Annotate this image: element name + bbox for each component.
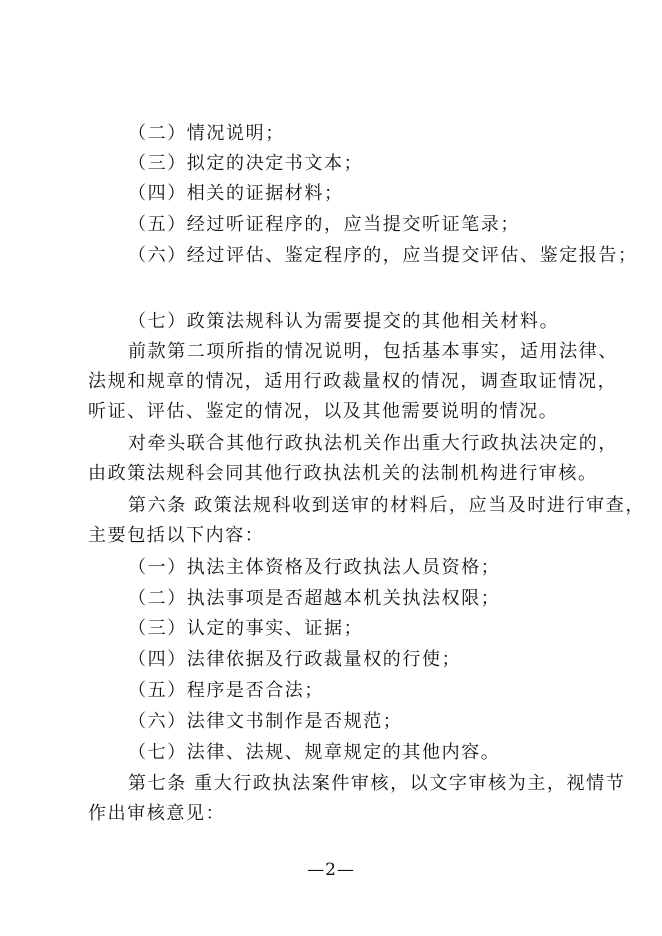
article-heading-line: 第七条 重大行政执法案件审核，以文字审核为主，视情节 bbox=[128, 773, 626, 794]
list-item-7: （七）法律、法规、规章规定的其他内容。 bbox=[128, 742, 501, 763]
list-item-5: （五）程序是否合法； bbox=[128, 680, 324, 701]
list-item-5: （五）经过听证程序的，应当提交听证笔录； bbox=[128, 214, 520, 235]
paragraph-line: 主要包括以下内容： bbox=[88, 525, 265, 546]
list-item-6: （六）法律文书制作是否规范； bbox=[128, 711, 403, 732]
paragraph-line: 对牵头联合其他行政执法机关作出重大行政执法决定的， bbox=[128, 433, 618, 454]
list-item-4: （四）法律依据及行政裁量权的行使； bbox=[128, 649, 462, 670]
page-number: —2— bbox=[307, 860, 355, 880]
paragraph-line: 听证、评估、鉴定的情况，以及其他需要说明的情况。 bbox=[88, 401, 559, 422]
paragraph-line: 由政策法规科会同其他行政执法机关的法制机构进行审核。 bbox=[88, 463, 598, 484]
paragraph-line: 前款第二项所指的情况说明，包括基本事实，适用法律、 bbox=[128, 341, 618, 362]
paragraph-line: 作出审核意见： bbox=[88, 803, 226, 824]
paragraph-line: 法规和规章的情况，适用行政裁量权的情况，调查取证情况， bbox=[88, 371, 618, 392]
list-item-6: （六）经过评估、鉴定程序的，应当提交评估、鉴定报告； bbox=[128, 245, 638, 266]
list-item-7: （七）政策法规科认为需要提交的其他相关材料。 bbox=[128, 311, 560, 332]
list-item-2: （二）执法事项是否超越本机关执法权限； bbox=[128, 588, 501, 609]
list-item-4: （四）相关的证据材料； bbox=[128, 183, 344, 204]
article-heading-line: 第六条 政策法规科收到送审的材料后，应当及时进行审查， bbox=[128, 495, 645, 516]
list-item-2: （二）情况说明； bbox=[128, 123, 285, 144]
list-item-1: （一）执法主体资格及行政执法人员资格； bbox=[128, 557, 501, 578]
list-item-3: （三）拟定的决定书文本； bbox=[128, 153, 364, 174]
list-item-3: （三）认定的事实、证据； bbox=[128, 618, 364, 639]
